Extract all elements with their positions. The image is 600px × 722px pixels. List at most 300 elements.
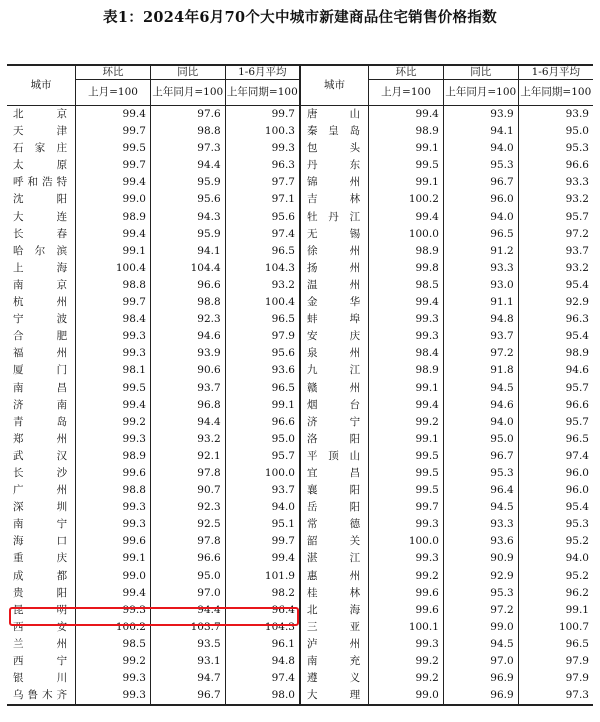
right-avg-cell: 95.2	[518, 533, 593, 550]
left-city-cell: 合 肥	[13, 330, 68, 343]
header-avg: 1-6月平均	[225, 65, 300, 80]
left-avg-cell: 93.7	[225, 482, 300, 499]
right-avg-cell: 93.2	[518, 191, 593, 208]
left-avg-cell: 95.1	[225, 516, 300, 533]
right-yoy-cell: 92.9	[443, 568, 518, 585]
left-mom-cell: 99.2	[76, 414, 151, 431]
left-mom-cell: 98.8	[76, 482, 151, 499]
left-mom-cell: 99.3	[76, 670, 151, 687]
right-mom-cell: 99.3	[369, 311, 444, 328]
table-row	[7, 516, 593, 533]
left-mom-cell: 99.0	[76, 568, 151, 585]
right-yoy-cell: 94.1	[443, 123, 518, 140]
right-yoy-cell: 96.7	[443, 174, 518, 191]
table-row	[7, 362, 593, 379]
left-yoy-cell: 94.4	[150, 157, 225, 174]
left-city-cell: 杭 州	[13, 296, 68, 309]
table-row	[7, 294, 593, 311]
right-avg-cell: 93.7	[518, 243, 593, 260]
left-yoy-cell: 92.3	[150, 311, 225, 328]
right-city-cell: 包 头	[300, 140, 369, 157]
table-row	[7, 380, 593, 397]
table-row	[7, 448, 593, 465]
left-avg-cell: 99.7	[225, 106, 300, 124]
right-yoy-cell: 97.0	[443, 653, 518, 670]
left-yoy-cell: 98.8	[150, 294, 225, 311]
left-city-cell: 西 安	[13, 620, 68, 633]
right-mom-cell: 98.9	[369, 362, 444, 379]
right-yoy-cell: 94.5	[443, 380, 518, 397]
left-mom-cell: 99.4	[76, 174, 151, 191]
table-row	[7, 157, 593, 174]
right-avg-cell: 95.4	[518, 277, 593, 294]
right-yoy-cell: 95.3	[443, 465, 518, 482]
right-mom-cell: 99.5	[369, 448, 444, 465]
right-yoy-cell: 96.9	[443, 687, 518, 705]
left-yoy-cell: 97.8	[150, 465, 225, 482]
table-row	[7, 465, 593, 482]
right-yoy-cell: 96.4	[443, 482, 518, 499]
right-mom-cell: 100.2	[369, 191, 444, 208]
left-avg-cell: 101.9	[225, 568, 300, 585]
right-yoy-cell: 93.0	[443, 277, 518, 294]
header-yoy-right: 同比	[443, 65, 518, 80]
table-row	[7, 499, 593, 516]
left-mom-cell: 99.3	[76, 516, 151, 533]
left-avg-cell: 97.7	[225, 174, 300, 191]
left-mom-cell: 99.6	[76, 533, 151, 550]
left-avg-cell: 100.4	[225, 294, 300, 311]
right-city-cell: 宜 昌	[300, 465, 369, 482]
right-city-cell: 韶 关	[300, 533, 369, 550]
left-avg-cell: 99.7	[225, 533, 300, 550]
left-city-cell: 北 京	[13, 108, 68, 120]
right-yoy-cell: 95.3	[443, 157, 518, 174]
right-avg-cell: 96.2	[518, 585, 593, 602]
right-mom-cell: 98.9	[369, 123, 444, 140]
left-city-cell: 昆 明	[13, 603, 68, 616]
left-mom-cell: 99.4	[76, 226, 151, 243]
right-city-cell: 湛 江	[300, 550, 369, 567]
left-mom-cell: 98.9	[76, 209, 151, 226]
left-mom-cell: 98.9	[76, 448, 151, 465]
header-mom-sub: 上月=100	[76, 80, 151, 106]
left-yoy-cell: 93.1	[150, 653, 225, 670]
left-avg-cell: 96.6	[225, 414, 300, 431]
right-mom-cell: 99.2	[369, 414, 444, 431]
right-city-cell: 襄 阳	[300, 482, 369, 499]
right-avg-cell: 95.3	[518, 140, 593, 157]
table-row	[7, 687, 593, 705]
right-city-cell: 安 庆	[300, 328, 369, 345]
table-row	[7, 123, 593, 140]
header-avg-sub-right: 上年同期=100	[518, 80, 593, 106]
left-city-cell: 宁 波	[13, 313, 68, 326]
right-mom-cell: 99.3	[369, 328, 444, 345]
right-city-cell: 牡 丹 江	[300, 209, 369, 226]
right-yoy-cell: 93.3	[443, 516, 518, 533]
right-city-cell: 烟 台	[300, 397, 369, 414]
left-avg-cell: 96.4	[225, 602, 300, 619]
left-city-cell: 南 京	[13, 278, 68, 291]
left-mom-cell: 100.4	[76, 260, 151, 277]
right-city-cell: 泉 州	[300, 345, 369, 362]
left-city-cell: 长 春	[13, 227, 68, 240]
left-city-cell: 重 庆	[13, 552, 68, 565]
left-mom-cell: 99.3	[76, 499, 151, 516]
header-avg-sub: 上年同期=100	[225, 80, 300, 106]
left-mom-cell: 98.4	[76, 311, 151, 328]
header-city: 城市	[7, 65, 76, 106]
right-city-cell: 岳 阳	[300, 499, 369, 516]
left-mom-cell: 99.7	[76, 157, 151, 174]
left-city-cell: 沈 阳	[13, 193, 68, 206]
left-city-cell: 厦 门	[13, 364, 68, 377]
left-avg-cell: 94.8	[225, 653, 300, 670]
right-mom-cell: 99.1	[369, 431, 444, 448]
table-row	[7, 585, 593, 602]
right-yoy-cell: 93.7	[443, 328, 518, 345]
right-city-cell: 金 华	[300, 294, 369, 311]
left-mom-cell: 99.2	[76, 653, 151, 670]
right-avg-cell: 97.4	[518, 448, 593, 465]
right-yoy-cell: 91.8	[443, 362, 518, 379]
left-avg-cell: 99.3	[225, 140, 300, 157]
header-city-right: 城市	[300, 65, 369, 106]
left-yoy-cell: 95.9	[150, 174, 225, 191]
right-mom-cell: 99.0	[369, 687, 444, 705]
left-yoy-cell: 96.6	[150, 277, 225, 294]
left-avg-cell: 98.0	[225, 687, 300, 705]
table-row	[7, 106, 593, 124]
right-city-cell: 秦 皇 岛	[300, 123, 369, 140]
table-row	[7, 414, 593, 431]
left-avg-cell: 97.4	[225, 670, 300, 687]
right-city-cell: 常 德	[300, 516, 369, 533]
right-yoy-cell: 94.8	[443, 311, 518, 328]
right-city-cell: 平 顶 山	[300, 448, 369, 465]
left-city-cell: 南 宁	[13, 518, 68, 531]
right-mom-cell: 99.3	[369, 636, 444, 653]
table-row	[7, 636, 593, 653]
left-mom-cell: 99.7	[76, 123, 151, 140]
header-yoy: 同比	[150, 65, 225, 80]
left-mom-cell: 99.1	[76, 243, 151, 260]
right-city-cell: 遵 义	[300, 670, 369, 687]
right-yoy-cell: 94.0	[443, 140, 518, 157]
right-yoy-cell: 90.9	[443, 550, 518, 567]
left-city-cell: 银 川	[13, 672, 68, 685]
left-yoy-cell: 97.8	[150, 533, 225, 550]
left-yoy-cell: 96.8	[150, 397, 225, 414]
left-mom-cell: 99.3	[76, 328, 151, 345]
left-avg-cell: 93.6	[225, 362, 300, 379]
right-city-cell: 蚌 埠	[300, 311, 369, 328]
table-row	[7, 482, 593, 499]
right-yoy-cell: 91.2	[443, 243, 518, 260]
left-yoy-cell: 92.3	[150, 499, 225, 516]
right-avg-cell: 97.9	[518, 653, 593, 670]
right-city-cell: 唐 山	[300, 106, 369, 124]
table-row	[7, 550, 593, 567]
right-avg-cell: 93.9	[518, 106, 593, 124]
left-avg-cell: 99.1	[225, 397, 300, 414]
left-yoy-cell: 95.0	[150, 568, 225, 585]
table-row	[7, 277, 593, 294]
right-yoy-cell: 94.0	[443, 414, 518, 431]
right-mom-cell: 100.0	[369, 226, 444, 243]
right-mom-cell: 99.2	[369, 670, 444, 687]
right-avg-cell: 97.9	[518, 670, 593, 687]
table-row	[7, 226, 593, 243]
right-yoy-cell: 94.5	[443, 636, 518, 653]
left-yoy-cell: 94.7	[150, 670, 225, 687]
left-avg-cell: 96.5	[225, 243, 300, 260]
left-city-cell: 呼和浩特	[13, 176, 68, 189]
left-mom-cell: 99.5	[76, 380, 151, 397]
right-city-cell: 锦 州	[300, 174, 369, 191]
right-mom-cell: 99.5	[369, 157, 444, 174]
left-yoy-cell: 94.4	[150, 414, 225, 431]
right-mom-cell: 98.9	[369, 243, 444, 260]
right-avg-cell: 96.5	[518, 636, 593, 653]
right-avg-cell: 99.1	[518, 602, 593, 619]
right-yoy-cell: 99.0	[443, 619, 518, 636]
right-mom-cell: 99.5	[369, 482, 444, 499]
right-yoy-cell: 91.1	[443, 294, 518, 311]
left-mom-cell: 99.6	[76, 465, 151, 482]
right-city-cell: 桂 林	[300, 585, 369, 602]
right-avg-cell: 93.2	[518, 260, 593, 277]
left-mom-cell: 99.3	[76, 431, 151, 448]
left-city-cell: 成 都	[13, 569, 68, 582]
right-city-cell: 大 理	[300, 687, 369, 705]
table-row	[7, 311, 593, 328]
right-yoy-cell: 93.9	[443, 106, 518, 124]
left-mom-cell: 99.0	[76, 191, 151, 208]
table-row	[7, 328, 593, 345]
left-mom-cell: 98.8	[76, 277, 151, 294]
right-city-cell: 扬 州	[300, 260, 369, 277]
right-city-cell: 泸 州	[300, 636, 369, 653]
left-avg-cell: 95.7	[225, 448, 300, 465]
right-yoy-cell: 97.2	[443, 345, 518, 362]
left-city-cell: 深 圳	[13, 501, 68, 514]
left-yoy-cell: 95.6	[150, 191, 225, 208]
left-yoy-cell: 92.1	[150, 448, 225, 465]
right-avg-cell: 94.0	[518, 550, 593, 567]
left-city-cell: 广 州	[13, 484, 68, 497]
right-yoy-cell: 93.6	[443, 533, 518, 550]
right-avg-cell: 96.6	[518, 397, 593, 414]
right-avg-cell: 95.7	[518, 380, 593, 397]
right-city-cell: 徐 州	[300, 243, 369, 260]
left-yoy-cell: 94.3	[150, 209, 225, 226]
table-row	[7, 653, 593, 670]
right-mom-cell: 99.2	[369, 568, 444, 585]
table-row	[7, 174, 593, 191]
left-city-cell: 大 连	[13, 210, 68, 223]
right-mom-cell: 100.0	[369, 533, 444, 550]
table-row	[7, 533, 593, 550]
right-mom-cell: 100.1	[369, 619, 444, 636]
kunming-row-highlight	[9, 607, 299, 626]
left-mom-cell: 99.1	[76, 550, 151, 567]
right-avg-cell: 95.7	[518, 414, 593, 431]
right-city-cell: 洛 阳	[300, 431, 369, 448]
right-avg-cell: 95.2	[518, 568, 593, 585]
left-city-cell: 天 津	[13, 125, 68, 138]
left-mom-cell: 99.7	[76, 294, 151, 311]
table-row	[7, 431, 593, 448]
right-city-cell: 九 江	[300, 362, 369, 379]
left-city-cell: 济 南	[13, 398, 68, 411]
right-avg-cell: 93.3	[518, 174, 593, 191]
right-city-cell: 温 州	[300, 277, 369, 294]
right-mom-cell: 99.8	[369, 260, 444, 277]
left-yoy-cell: 96.6	[150, 550, 225, 567]
left-city-cell: 太 原	[13, 159, 68, 172]
right-avg-cell: 100.7	[518, 619, 593, 636]
left-yoy-cell: 97.0	[150, 585, 225, 602]
left-avg-cell: 100.0	[225, 465, 300, 482]
left-city-cell: 哈 尔 滨	[13, 244, 68, 257]
right-avg-cell: 96.5	[518, 431, 593, 448]
right-city-cell: 赣 州	[300, 380, 369, 397]
table-row	[7, 670, 593, 687]
right-mom-cell: 99.2	[369, 653, 444, 670]
left-avg-cell: 96.3	[225, 157, 300, 174]
right-avg-cell: 97.2	[518, 226, 593, 243]
header-mom: 环比	[76, 65, 151, 80]
header-avg-right: 1-6月平均	[518, 65, 593, 80]
left-avg-cell: 99.4	[225, 550, 300, 567]
right-mom-cell: 99.1	[369, 380, 444, 397]
left-avg-cell: 97.1	[225, 191, 300, 208]
table-row	[7, 397, 593, 414]
left-avg-cell: 93.2	[225, 277, 300, 294]
right-yoy-cell: 94.0	[443, 209, 518, 226]
left-city-cell: 海 口	[13, 535, 68, 548]
left-yoy-cell: 98.8	[150, 123, 225, 140]
left-avg-cell: 104.3	[225, 619, 300, 636]
left-yoy-cell: 104.4	[150, 260, 225, 277]
right-avg-cell: 98.9	[518, 345, 593, 362]
left-mom-cell: 99.5	[76, 140, 151, 157]
right-city-cell: 无 锡	[300, 226, 369, 243]
header-yoy-sub: 上年同月=100	[150, 80, 225, 106]
header-mom-sub-right: 上月=100	[369, 80, 444, 106]
right-mom-cell: 99.1	[369, 174, 444, 191]
right-mom-cell: 99.4	[369, 294, 444, 311]
left-yoy-cell: 93.7	[150, 380, 225, 397]
left-city-cell: 福 州	[13, 347, 68, 360]
right-yoy-cell: 94.5	[443, 499, 518, 516]
right-avg-cell: 95.4	[518, 328, 593, 345]
right-city-cell: 三 亚	[300, 619, 369, 636]
left-yoy-cell: 93.2	[150, 431, 225, 448]
right-avg-cell: 95.0	[518, 123, 593, 140]
right-avg-cell: 96.3	[518, 311, 593, 328]
left-mom-cell: 99.4	[76, 585, 151, 602]
left-mom-cell: 99.4	[76, 397, 151, 414]
right-city-cell: 北 海	[300, 602, 369, 619]
right-mom-cell: 99.4	[369, 397, 444, 414]
left-avg-cell: 95.0	[225, 431, 300, 448]
table-row	[7, 260, 593, 277]
left-yoy-cell: 93.9	[150, 345, 225, 362]
table-row	[7, 191, 593, 208]
table-row	[7, 140, 593, 157]
left-city-cell: 兰 州	[13, 637, 68, 650]
header-yoy-sub-right: 上年同月=100	[443, 80, 518, 106]
left-avg-cell: 96.1	[225, 636, 300, 653]
right-mom-cell: 99.6	[369, 602, 444, 619]
left-city-cell: 乌鲁木齐	[7, 687, 76, 705]
right-mom-cell: 99.6	[369, 585, 444, 602]
right-avg-cell: 97.3	[518, 687, 593, 705]
left-yoy-cell: 93.5	[150, 636, 225, 653]
right-city-cell: 南 充	[300, 653, 369, 670]
right-avg-cell: 96.0	[518, 465, 593, 482]
right-city-cell: 丹 东	[300, 157, 369, 174]
right-avg-cell: 96.6	[518, 157, 593, 174]
header-mom-right: 环比	[369, 65, 444, 80]
left-avg-cell: 97.4	[225, 226, 300, 243]
left-city-cell: 南 昌	[13, 381, 68, 394]
left-yoy-cell: 97.3	[150, 140, 225, 157]
left-avg-cell: 95.6	[225, 209, 300, 226]
left-yoy-cell: 95.9	[150, 226, 225, 243]
right-avg-cell: 95.3	[518, 516, 593, 533]
table-row	[7, 345, 593, 362]
left-city-cell: 青 岛	[13, 415, 68, 428]
right-mom-cell: 99.4	[369, 209, 444, 226]
right-yoy-cell: 96.7	[443, 448, 518, 465]
left-city-cell: 西 宁	[13, 655, 68, 667]
right-mom-cell: 99.5	[369, 465, 444, 482]
table-row	[7, 209, 593, 226]
left-yoy-cell: 92.5	[150, 516, 225, 533]
right-avg-cell: 95.4	[518, 499, 593, 516]
right-mom-cell: 98.5	[369, 277, 444, 294]
left-yoy-cell: 103.7	[150, 619, 225, 636]
table-title: 表1：2024年6月70个大中城市新建商品住宅销售价格指数	[103, 9, 497, 26]
right-yoy-cell: 96.0	[443, 191, 518, 208]
left-avg-cell: 94.0	[225, 499, 300, 516]
right-city-cell: 惠 州	[300, 568, 369, 585]
left-yoy-cell: 97.6	[150, 106, 225, 124]
left-mom-cell: 98.1	[76, 362, 151, 379]
right-city-cell: 济 宁	[300, 414, 369, 431]
right-yoy-cell: 96.5	[443, 226, 518, 243]
right-mom-cell: 99.7	[369, 499, 444, 516]
right-avg-cell: 94.6	[518, 362, 593, 379]
left-yoy-cell: 90.6	[150, 362, 225, 379]
right-yoy-cell: 95.3	[443, 585, 518, 602]
left-city-cell: 石 家 庄	[13, 142, 68, 155]
left-yoy-cell: 96.7	[150, 687, 225, 705]
left-avg-cell: 100.3	[225, 123, 300, 140]
left-mom-cell: 99.3	[76, 602, 151, 619]
right-city-cell: 吉 林	[300, 191, 369, 208]
left-yoy-cell: 94.6	[150, 328, 225, 345]
left-yoy-cell: 90.7	[150, 482, 225, 499]
left-avg-cell: 96.5	[225, 311, 300, 328]
left-city-cell: 贵 阳	[13, 586, 68, 599]
right-yoy-cell: 95.0	[443, 431, 518, 448]
right-mom-cell: 98.4	[369, 345, 444, 362]
